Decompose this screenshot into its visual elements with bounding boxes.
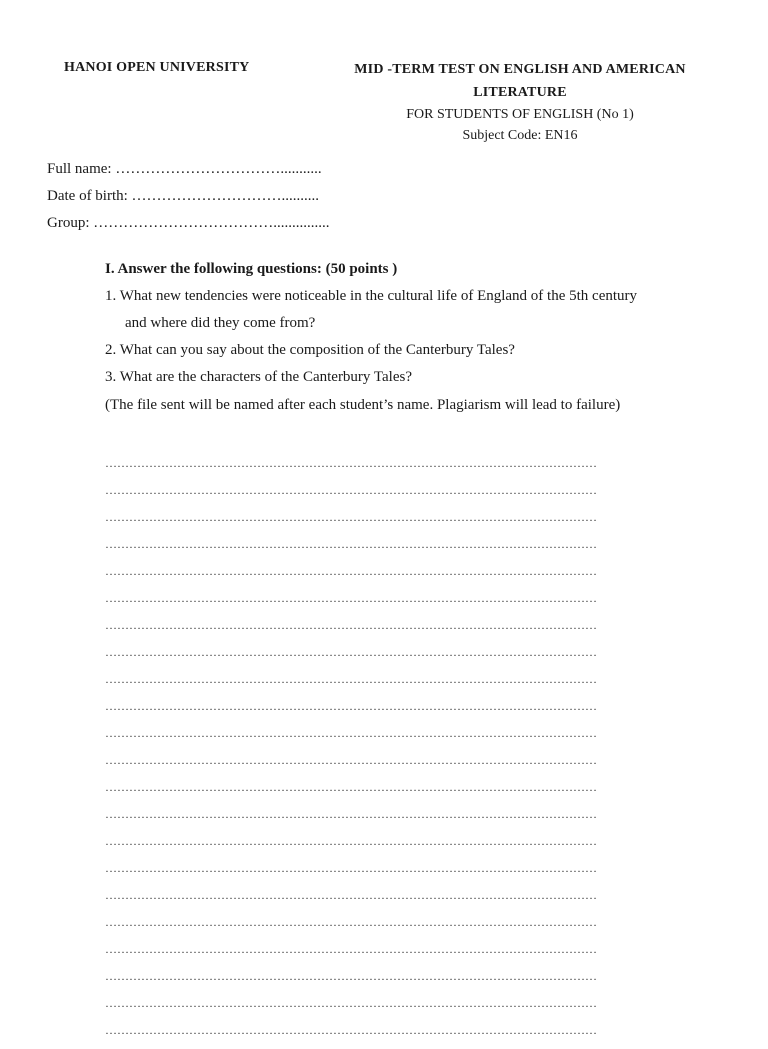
answer-line[interactable]: …………………………………………………………………………………………………………… — [105, 699, 597, 713]
answer-line[interactable]: …………………………………………………………………………………………………………… — [105, 834, 597, 848]
answer-line[interactable]: …………………………………………………………………………………………………………… — [105, 618, 597, 632]
answer-line[interactable]: …………………………………………………………………………………………………………… — [105, 645, 597, 659]
group-field[interactable]: Group: ………………………………............... — [47, 215, 330, 231]
answer-line[interactable]: …………………………………………………………………………………………………………… — [105, 537, 597, 551]
university-name: HANOI OPEN UNIVERSITY — [64, 60, 250, 75]
date-of-birth-field[interactable]: Date of birth: ………………………….......... — [47, 188, 320, 204]
submission-note: (The file sent will be named after each student’s name. Plagiarism will lead to failure) — [105, 397, 621, 413]
test-title-block — [330, 58, 710, 146]
answer-line[interactable]: …………………………………………………………………………………………………………… — [105, 996, 597, 1010]
answer-line[interactable]: …………………………………………………………………………………………………………… — [105, 510, 597, 524]
answer-line[interactable]: …………………………………………………………………………………………………………… — [105, 591, 597, 605]
answer-line[interactable]: …………………………………………………………………………………………………………… — [105, 672, 597, 686]
test-title-line-2: LITERATURE — [473, 85, 567, 100]
answer-line[interactable]: …………………………………………………………………………………………………………… — [105, 861, 597, 875]
answer-line[interactable]: …………………………………………………………………………………………………………… — [105, 456, 597, 470]
answer-line[interactable]: …………………………………………………………………………………………………………… — [105, 888, 597, 902]
answer-line[interactable]: …………………………………………………………………………………………………………… — [105, 564, 597, 578]
answer-line[interactable]: …………………………………………………………………………………………………………… — [105, 807, 597, 821]
question-3: 3. What are the characters of the Canterbury Tales? — [105, 369, 413, 385]
answer-area[interactable] — [105, 455, 710, 1049]
section-title: I. Answer the following questions: (50 points ) — [105, 261, 398, 277]
full-name-field[interactable]: Full name: ……………………………........... — [47, 161, 322, 177]
answer-line[interactable]: …………………………………………………………………………………………………………… — [105, 969, 597, 983]
test-title-line-1: MID -TERM TEST ON ENGLISH AND AMERICAN — [354, 62, 686, 77]
subject-code: Subject Code: EN16 — [462, 128, 578, 143]
question-1-line-2: and where did they come from? — [125, 315, 316, 331]
question-2: 2. What can you say about the composition of the Canterbury Tales? — [105, 342, 515, 358]
answer-line[interactable]: …………………………………………………………………………………………………………… — [105, 483, 597, 497]
answer-line[interactable]: …………………………………………………………………………………………………………… — [105, 726, 597, 740]
answer-line[interactable]: …………………………………………………………………………………………………………… — [105, 915, 597, 929]
for-students-line: FOR STUDENTS OF ENGLISH (No 1) — [406, 107, 634, 122]
answer-line[interactable]: …………………………………………………………………………………………………………… — [105, 1023, 597, 1037]
answer-line[interactable]: …………………………………………………………………………………………………………… — [105, 753, 597, 767]
answer-line[interactable]: …………………………………………………………………………………………………………… — [105, 780, 597, 794]
question-1-line-1: 1. What new tendencies were noticeable in the cultural life of England of the 5th century — [105, 288, 638, 304]
answer-line[interactable]: …………………………………………………………………………………………………………… — [105, 942, 597, 956]
